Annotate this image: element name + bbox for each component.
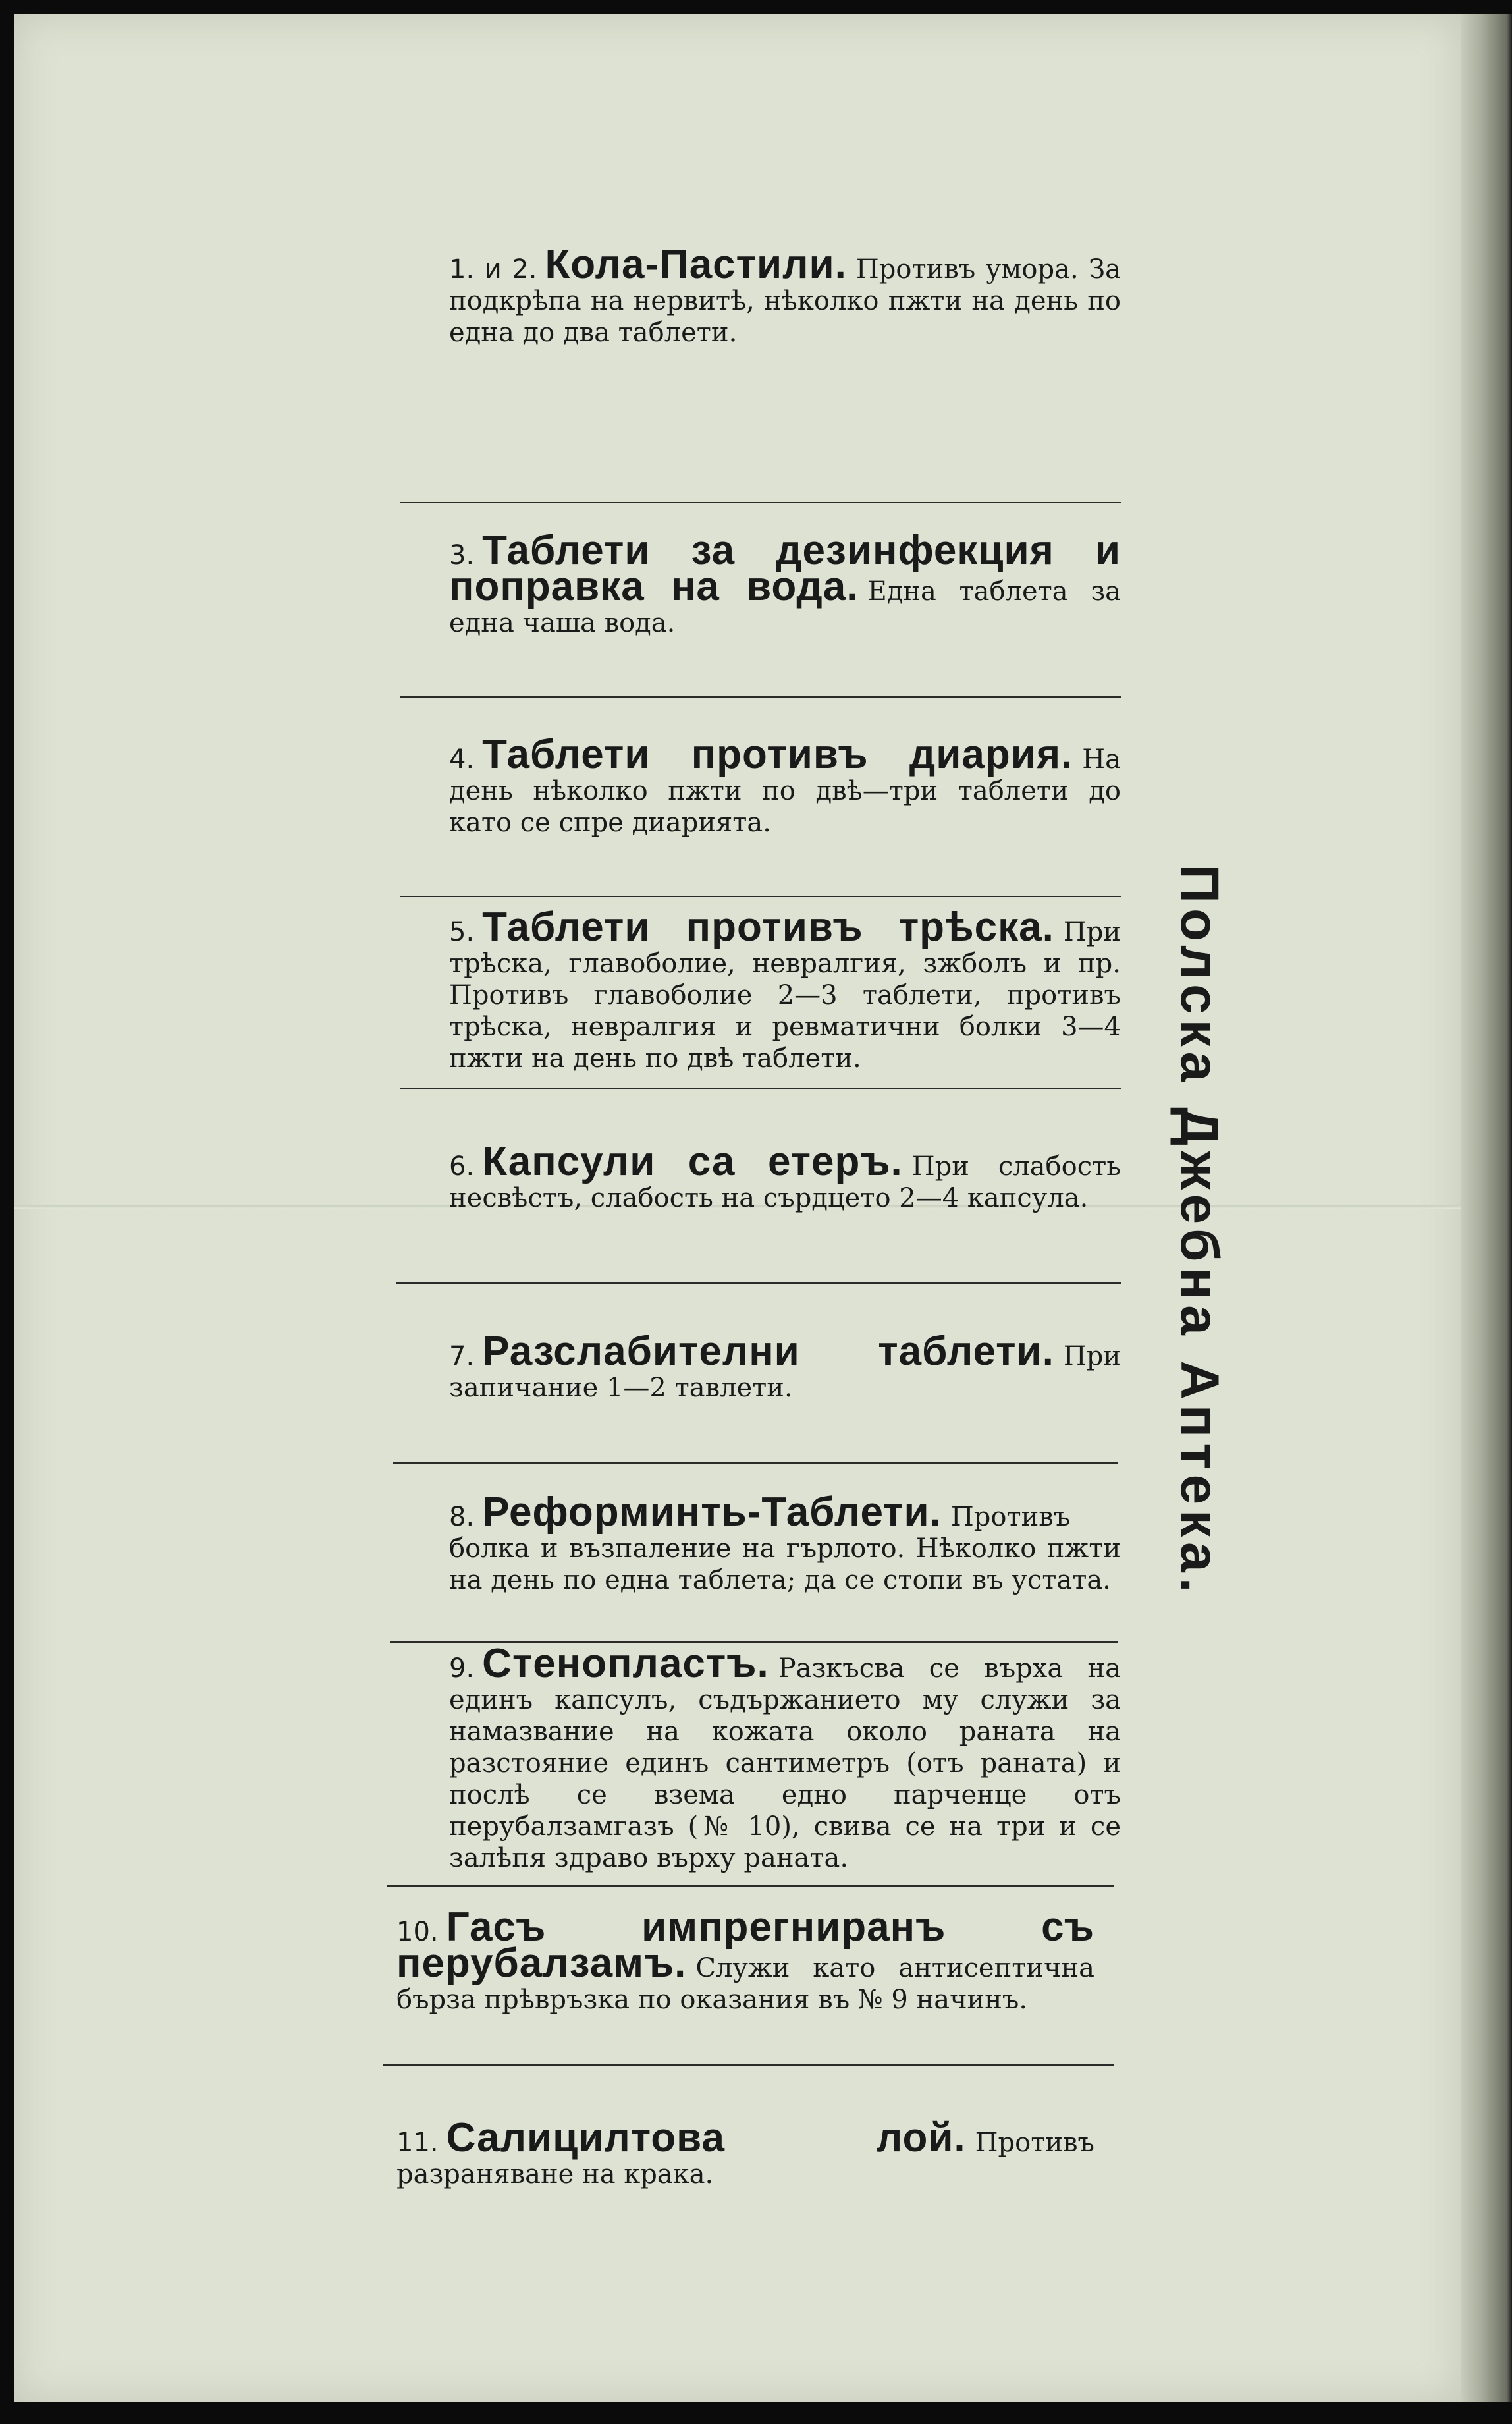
divider	[400, 1088, 1121, 1089]
item-6	[449, 1139, 1121, 1214]
divider	[383, 2064, 1114, 2066]
item-5	[449, 904, 1121, 1074]
divider	[393, 1462, 1118, 1464]
item-8	[449, 1489, 1121, 1596]
item-title: Таблети противъ диария.	[482, 732, 1073, 777]
document-page	[14, 14, 1461, 2402]
item-number: 5.	[449, 917, 475, 947]
item-number: 3.	[449, 540, 475, 570]
item-title: Таблети противъ трѣска.	[482, 904, 1054, 950]
item-text: Една таблета за една чаша вода.	[449, 576, 1121, 638]
item-text: Служи като антисептична бърза прѣвръзка по оказания въ № 9 начинъ.	[396, 1953, 1094, 2015]
item-number: 9.	[449, 1653, 475, 1684]
divider	[387, 1885, 1114, 1887]
item-number: 1. и 2.	[449, 254, 537, 285]
item-number: 11.	[396, 2128, 439, 2158]
item-4	[449, 732, 1121, 839]
item-title: Кола-Пастили.	[545, 242, 847, 287]
item-title: Капсули са етеръ.	[482, 1139, 903, 1184]
item-text: Противъ разраняване на крака.	[396, 2128, 1094, 2190]
item-title: Стенопластъ.	[482, 1641, 769, 1686]
item-9	[449, 1641, 1121, 1874]
divider	[400, 696, 1121, 698]
item-text: Противъ болка и възпаление на гърлото. Нѣколко пжти на день по една таблета; да се стопи въ устата.	[449, 1502, 1121, 1595]
item-text: При запичание 1—2 тавлети.	[449, 1341, 1121, 1403]
item-number: 4.	[449, 744, 475, 775]
item-text: Разкъсва се върха на единъ капсулъ, съдържанието му служи за намазвание на кожата около раната на разстояние единъ сантиметръ (отъ раната) и послѣ се взема едно парченце отъ перубалзамгазъ (№ 10), свива се на три и се залѣпя здраво върху раната.	[449, 1653, 1121, 1873]
item-text: При трѣска, главоболие, невралгия, зжболъ и пр. Противъ главоболие 2—3 таблети, противъ трѣска, невралгия и ревматични болки 3—4 пжти на день по двѣ таблети.	[449, 917, 1121, 1074]
item-text: На день нѣколко пжти по двѣ—три таблети до като се спре диарията.	[449, 744, 1121, 838]
item-7	[449, 1329, 1121, 1404]
item-title: Салицилтова лой.	[446, 2115, 966, 2161]
item-title: Таблети за дезинфекция и поправка на вода.	[449, 528, 1121, 609]
divider	[400, 896, 1121, 897]
page-spine-edge	[1461, 14, 1512, 2402]
item-number: 6.	[449, 1151, 475, 1182]
item-text: При слабость несвѣстъ, слабость на сърдцето 2—4 капсула.	[449, 1151, 1121, 1213]
item-3	[449, 528, 1121, 639]
item-title: Гасъ импрегниранъ съ перубалзамъ.	[396, 1904, 1094, 1986]
item-11	[396, 2115, 1094, 2190]
item-text: Противъ умора. За подкрѣпа на нервитѣ, нѣколко пжти на день по една до два таблети.	[449, 254, 1121, 348]
divider	[396, 1282, 1121, 1284]
divider	[400, 502, 1121, 503]
side-title: Полска Джебна Аптека.	[1170, 864, 1229, 1598]
item-number: 8.	[449, 1502, 475, 1532]
item-number: 10.	[396, 1917, 439, 1947]
item-title: Реформинть-Таблети.	[482, 1489, 942, 1535]
item-10	[396, 1904, 1094, 2016]
item-1-2	[449, 242, 1121, 348]
item-number: 7.	[449, 1341, 475, 1371]
item-title: Разслабителни таблети.	[482, 1329, 1054, 1374]
